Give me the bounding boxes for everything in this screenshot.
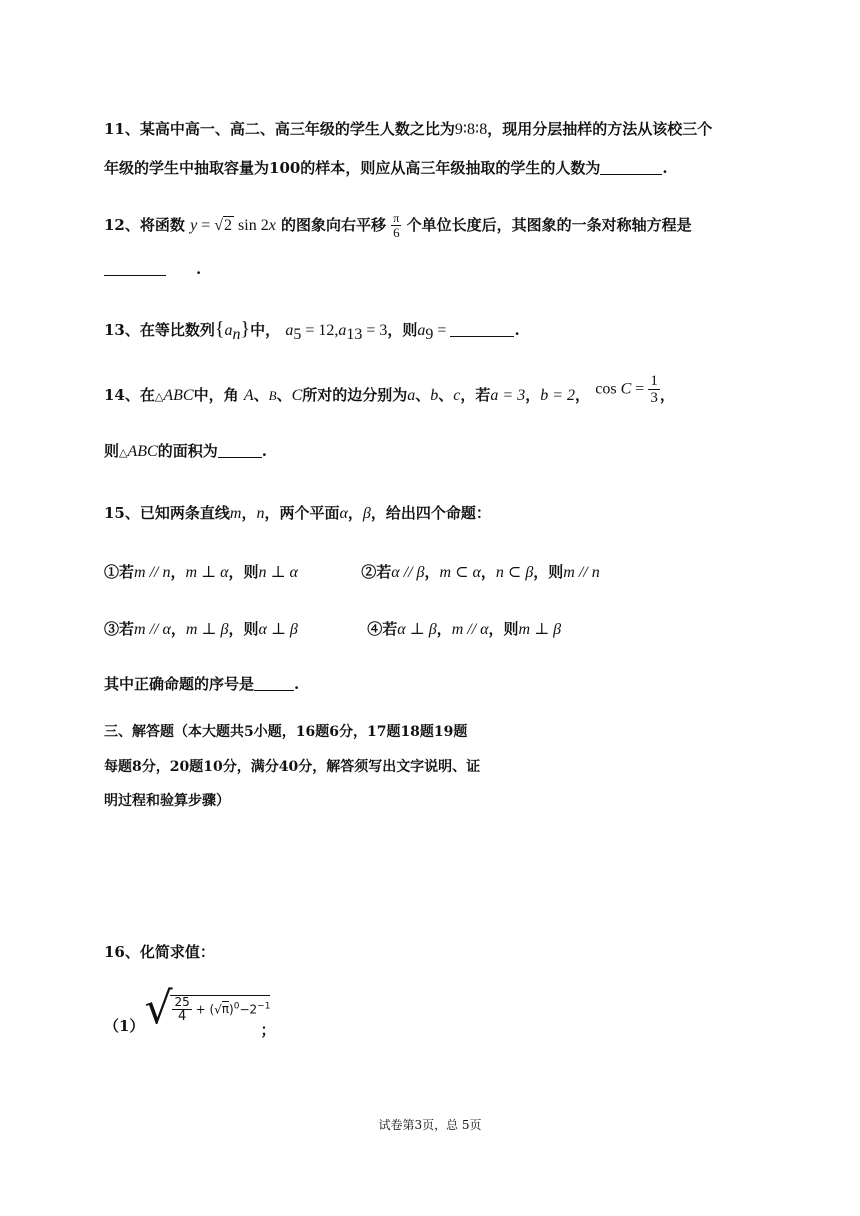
q15-prop2-label: ②若 — [361, 563, 392, 581]
q14-side-b: b — [430, 387, 439, 404]
q11-text-b: ，现用分层抽样的方法从该校三个 — [487, 120, 713, 138]
q16-exp0: 0 — [233, 1001, 240, 1011]
q13-a13-sub: 13 — [346, 326, 363, 343]
q12-end: . — [196, 260, 202, 278]
q14-text-line2b: 的面积为 — [157, 442, 218, 460]
q11-text-line2: 年级的学生中抽取容量为100的样本，则应从高三年级抽取的学生的人数为 — [104, 159, 601, 177]
q15-n: n — [256, 505, 265, 522]
q14-eq-a: a = 3 — [490, 387, 526, 404]
q12-line1 — [104, 212, 764, 240]
q15-prop3-cond1: m // α — [134, 621, 171, 638]
q14-text-d: ，若 — [460, 386, 491, 404]
q12-func-eq: = — [197, 217, 215, 234]
q15-prop3-cond2: m ⊥ β — [185, 621, 229, 638]
q15-prop3-then: ，则 — [228, 620, 259, 638]
q13-seq-var: a — [224, 322, 233, 339]
q15-ask-line — [104, 673, 764, 694]
q14-angle-b: B — [268, 388, 277, 403]
q13-a9-sub: 9 — [425, 326, 434, 343]
q15-props-row1 — [104, 561, 764, 582]
q15-answer-blank[interactable] — [254, 676, 294, 691]
q15-prop1-cond1: m // n — [134, 564, 171, 581]
q14-eq-b: b = 2 — [540, 387, 576, 404]
q14-text-line2: 则 — [104, 442, 120, 460]
q16-minus: −2 — [239, 1002, 258, 1016]
q15-prop4-cond1: α ⊥ β — [397, 621, 437, 638]
q12-func-y: y — [190, 217, 198, 234]
q12-text-b: 的图象向右平移 — [281, 216, 387, 234]
triangle-icon: △ — [154, 391, 164, 403]
q11-answer-blank[interactable] — [600, 160, 662, 175]
q15-beta: β — [362, 505, 371, 522]
q15-m: m — [229, 505, 242, 522]
q15-prop1-cond2: m ⊥ α — [185, 564, 229, 581]
q14-comma3: ， — [659, 386, 675, 404]
q14-side-a: a — [407, 387, 416, 404]
q15-comma1: ， — [241, 504, 257, 522]
q13-a5-val: = 12, — [301, 322, 339, 339]
q13-seq-sub: n — [232, 326, 241, 343]
q15-prop1-result: n ⊥ α — [258, 564, 298, 581]
q13-a9: a — [417, 322, 426, 339]
q15-prop2-comma1: ， — [424, 563, 440, 581]
q14-abc-2: ABC — [127, 443, 158, 460]
q13-a13-val: = 3 — [362, 322, 388, 339]
q12-line2 — [104, 260, 764, 278]
q15-prop3-result: α ⊥ β — [258, 621, 298, 638]
q15-prop2-result: m // n — [563, 564, 600, 581]
q14-side-c: c — [453, 387, 461, 404]
q14-answer-blank[interactable] — [218, 443, 262, 458]
q15-end: . — [294, 675, 300, 693]
q15-prop4-result: m ⊥ β — [518, 621, 562, 638]
q14-angle-c: C — [291, 387, 303, 404]
q13-text: 13、在等比数列 — [104, 321, 215, 339]
section3-line2: 每题8分，20题10分，满分40分，解答须写出文字说明、证 — [104, 759, 481, 775]
q16-pi: π — [221, 1002, 230, 1016]
q16-expression — [144, 984, 270, 1034]
q13-a5-sub: 5 — [293, 326, 302, 343]
q14-cos-expr — [595, 373, 660, 406]
q16-paren: ) — [229, 1002, 234, 1016]
q14-comma1: ， — [525, 386, 541, 404]
q14-text: 14、在 — [104, 386, 155, 404]
q13-a5: a — [285, 322, 294, 339]
sqrt-icon: √ — [214, 1002, 222, 1016]
q14-line2 — [104, 440, 764, 461]
q12-func-sin: sin 2 — [234, 217, 269, 234]
q11-line2 — [104, 157, 764, 178]
q14-angle-a: A — [243, 387, 254, 404]
q12-text: 12、将函数 — [104, 216, 185, 234]
q15-prop2-comma2: ， — [480, 563, 496, 581]
q12-func-x: x — [268, 217, 276, 234]
q15-prop4-label: ④若 — [367, 620, 398, 638]
q15-ask: 其中正确命题的序号是 — [104, 675, 255, 693]
q15-prop4 — [362, 620, 561, 638]
q15-prop2 — [356, 563, 600, 581]
q16-fraction: $\frac{25}{4}$ — [174, 994, 190, 1024]
q14-cos-eq: = — [631, 380, 649, 397]
q11-text: 11、某高中高一、高二、高三年级的学生人数之比为 — [104, 120, 455, 138]
q15-prop1-label: ①若 — [104, 563, 135, 581]
q13-text-c: ，则 — [387, 321, 418, 339]
q15-props-row2 — [104, 618, 764, 639]
q16-part1 — [104, 983, 276, 1039]
q15-prop2-then: ，则 — [533, 563, 564, 581]
q13-end: . — [514, 321, 520, 339]
q14-sep3: 、 — [415, 386, 431, 404]
q16-plus: + ( — [191, 1002, 215, 1016]
q14-comma2: ， — [575, 386, 591, 404]
q16-semicolon: ； — [260, 1020, 276, 1039]
q15-line1 — [104, 502, 764, 523]
q16-title: 16、化简求值： — [104, 943, 215, 961]
q15-text-c: ，给出四个命题： — [370, 504, 491, 522]
q15-prop1-comma: ， — [170, 563, 186, 581]
q14-sep2: 、 — [276, 386, 292, 404]
q15-prop4-comma: ， — [436, 620, 452, 638]
q13-text-b: 中， — [250, 321, 281, 339]
q14-text-b: 中，角 — [193, 386, 239, 404]
q11-ratio: 9∶8∶8 — [454, 121, 488, 138]
q13-a13: a — [338, 322, 347, 339]
q16-radicand — [170, 995, 270, 1024]
q12-shift-fraction: $\frac{\pi}{6}$ — [393, 211, 400, 240]
page-footer: 试卷第3页，总 5页 — [378, 1118, 482, 1132]
q13-a9-eq: = — [433, 322, 451, 339]
q14-sep1: 、 — [253, 386, 269, 404]
q15-prop4-cond2: m // α — [451, 621, 489, 638]
q15-alpha: α — [339, 505, 348, 522]
q15-prop2-cond3: n ⊂ β — [495, 564, 534, 581]
right-brace-icon: } — [240, 318, 251, 340]
q15-prop3-comma: ， — [170, 620, 186, 638]
q15-prop1-then: ，则 — [228, 563, 259, 581]
q11-line1 — [104, 118, 764, 139]
q15-prop1 — [104, 561, 356, 582]
q14-cos: cos — [595, 380, 621, 397]
q15-prop4-then: ，则 — [488, 620, 519, 638]
q14-end: . — [261, 442, 267, 460]
q15-text-b: ，两个平面 — [264, 504, 340, 522]
q15-prop3-label: ③若 — [104, 620, 135, 638]
q12-func-coef: 2 — [224, 217, 233, 234]
q15-prop2-cond2: m ⊂ α — [439, 564, 481, 581]
q14-line1 — [104, 372, 764, 406]
q13-line — [104, 318, 764, 344]
q14-text-c: 所对的边分别为 — [302, 386, 408, 404]
q15-prop3 — [104, 618, 362, 639]
q13-answer-blank[interactable] — [450, 322, 514, 337]
triangle-icon: △ — [119, 447, 128, 459]
sqrt-icon: √ — [214, 217, 224, 234]
q15-comma2: ， — [347, 504, 363, 522]
q11-end: . — [662, 159, 668, 177]
q14-cos-c: C — [620, 380, 632, 397]
q14-cos-fraction: $\frac{1}{3}$ — [650, 372, 658, 406]
q16-exp-neg1: −1 — [257, 1001, 271, 1011]
sqrt-icon: √ — [144, 983, 173, 1034]
q14-sep4: 、 — [438, 386, 454, 404]
q16-part1-label: （1） — [104, 1016, 145, 1035]
q12-answer-blank[interactable] — [104, 261, 166, 276]
q12-text-c: 个单位长度后，其图象的一条对称轴方程是 — [406, 216, 692, 234]
left-brace-icon: { — [214, 318, 225, 340]
q15-prop2-cond1: α // β — [391, 564, 425, 581]
q15-text: 15、已知两条直线 — [104, 504, 230, 522]
q14-abc: ABC — [163, 387, 194, 404]
section3-line1: 三、解答题（本大题共5小题，16题6分，17题18题19题 — [104, 724, 468, 740]
section3-line3: 明过程和验算步骤） — [104, 793, 230, 809]
